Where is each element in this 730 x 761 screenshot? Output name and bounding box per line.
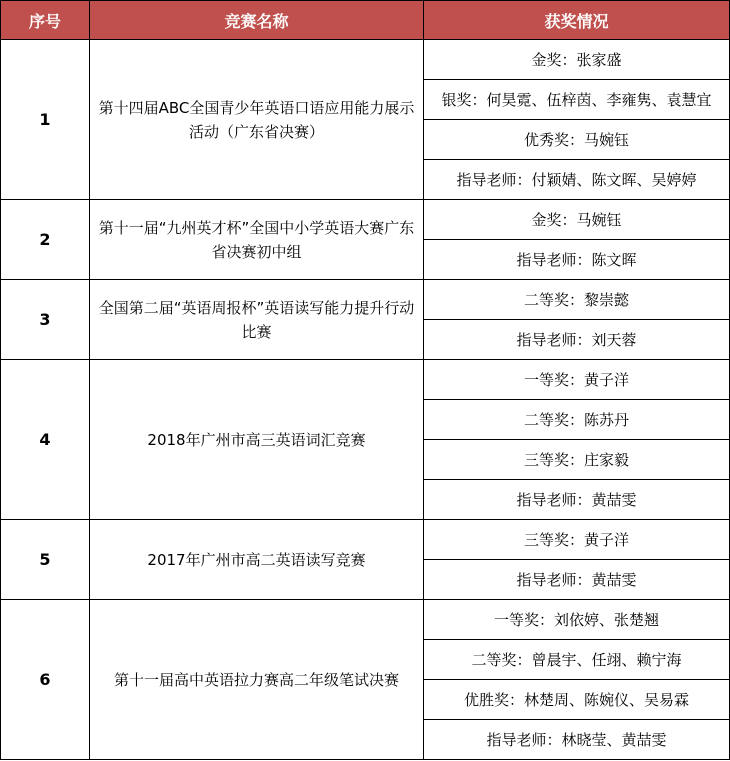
row-index: 5: [1, 520, 90, 600]
award-entry: 二等奖：曾晨宇、任翊、赖宁海: [424, 640, 730, 680]
header-competition: 竞赛名称: [90, 1, 424, 40]
table-row: [1, 280, 730, 320]
table-row: [1, 200, 730, 240]
award-entry: 指导老师：付颖婧、陈文晖、吴婷婷: [424, 160, 730, 200]
award-entry: 一等奖：黄子洋: [424, 360, 730, 400]
row-index: 4: [1, 360, 90, 520]
award-entry: 指导老师：林晓莹、黄喆雯: [424, 720, 730, 760]
award-entry: 三等奖：庄家毅: [424, 440, 730, 480]
competition-name: 2017年广州市高二英语读写竞赛: [90, 520, 424, 600]
header-row: [1, 1, 730, 40]
table-row: [1, 40, 730, 80]
header-awards: 获奖情况: [424, 1, 730, 40]
award-entry: 二等奖：黎崇懿: [424, 280, 730, 320]
table-row: [1, 520, 730, 560]
table-row: [1, 360, 730, 400]
table-row: [1, 600, 730, 640]
award-entry: 指导老师：黄喆雯: [424, 480, 730, 520]
award-entry: 一等奖：刘依婷、张楚翘: [424, 600, 730, 640]
row-index: 6: [1, 600, 90, 760]
row-index: 3: [1, 280, 90, 360]
award-entry: 指导老师：陈文晖: [424, 240, 730, 280]
award-entry: 三等奖：黄子洋: [424, 520, 730, 560]
award-entry: 银奖：何昊霓、伍梓茵、李雍隽、袁慧宜: [424, 80, 730, 120]
competition-name: 第十一届“九州英才杯”全国中小学英语大赛广东省决赛初中组: [90, 200, 424, 280]
award-entry: 优胜奖：林楚周、陈婉仪、吴易霖: [424, 680, 730, 720]
competition-name: 全国第二届“英语周报杯”英语读写能力提升行动比赛: [90, 280, 424, 360]
row-index: 1: [1, 40, 90, 200]
competition-name: 第十四届ABC全国青少年英语口语应用能力展示活动（广东省决赛）: [90, 40, 424, 200]
award-entry: 金奖：马婉钰: [424, 200, 730, 240]
competition-name: 2018年广州市高三英语词汇竞赛: [90, 360, 424, 520]
award-entry: 二等奖：陈苏丹: [424, 400, 730, 440]
award-entry: 金奖：张家盛: [424, 40, 730, 80]
row-index: 2: [1, 200, 90, 280]
award-entry: 优秀奖：马婉钰: [424, 120, 730, 160]
award-entry: 指导老师：黄喆雯: [424, 560, 730, 600]
header-index: 序号: [1, 1, 90, 40]
award-entry: 指导老师：刘天蓉: [424, 320, 730, 360]
competition-name: 第十一届高中英语拉力赛高二年级笔试决赛: [90, 600, 424, 760]
